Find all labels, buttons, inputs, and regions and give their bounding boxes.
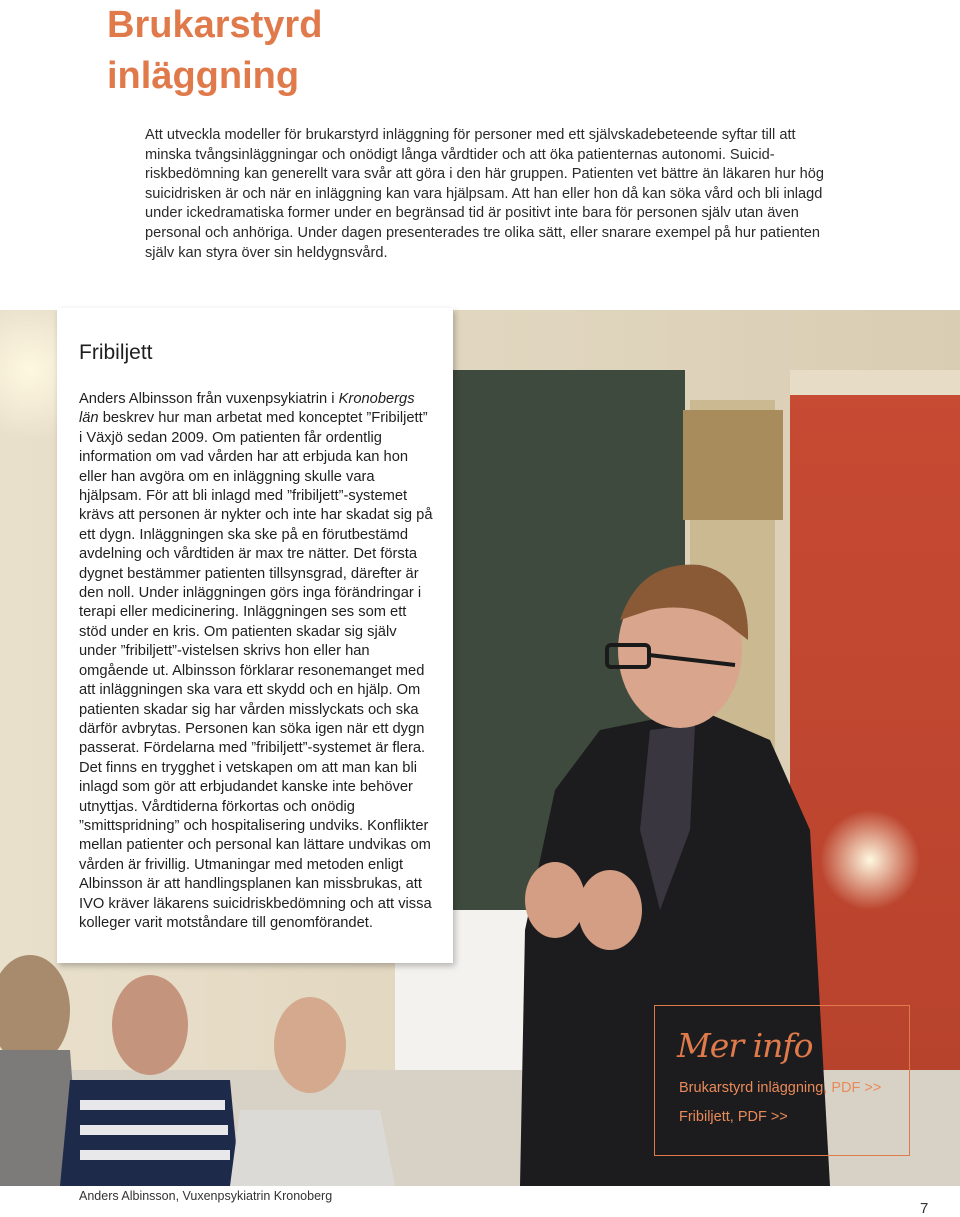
page-title-line-1: Brukarstyrd [107, 4, 323, 46]
link-brukarstyrd-pdf[interactable]: Brukarstyrd inläggning, PDF >> [679, 1080, 882, 1096]
sidebar-body-pre: Anders Albinsson från vuxenpsykiatrin i [79, 391, 339, 407]
page-title-line-2: inläggning [107, 55, 300, 97]
page-title [107, 0, 322, 102]
photo-caption: Anders Albinsson, Vuxenpsykiatrin Kronoberg [79, 1189, 333, 1203]
intro-paragraph: Att utveckla modeller för brukarstyrd inläggning för personer med ett självskadebeteende syftar till att minska tvångsinläggningar och onödigt långa vårdtider och att öka patienternas autonomi. Suicidriskbedömning kan generellt vara svår att göra i den här gruppen. Patienten vet bättre än läkaren hur hög suicidrisken är och när en inläggning kan vara hjälpsam. Att han eller hon då kan söka vård och bli inlagd under ickedramatiska former under en begränsad tid är positivt inte bara för personen själv utan även personal och anhöriga. Under dagen presenterades tre olika sätt, eller snarare exempel på hur patienten själv kan styra över sin heldygnsvård. [145, 127, 825, 261]
sidebar-heading: Fribiljett [79, 341, 153, 364]
sidebar-body [79, 390, 433, 933]
link-fribiljett-pdf[interactable]: Fribiljett, PDF >> [679, 1109, 788, 1125]
page-number: 7 [920, 1200, 929, 1217]
fribiljett-sidebar [57, 308, 453, 963]
sidebar-body-em: Kronobergs län [79, 391, 415, 427]
sidebar-body-post: beskrev hur man arbetat med konceptet ”Fribiljett” i Växjö sedan 2009. Om patienten får ordentlig information om vad vården har att erbjuda kan hon eller han avgöra om en inläggning skulle vara hjälpsam. För att bli inlagd med ”fribiljett”-systemet krävs att personen är nykter och inte har skadat sig på ett dygn. Inläggningen ska ske på en förutbestämd avdelning och vårdtiden är max tre nätter. Det första dygnet bestämmer patienten tillsynsgrad, därefter är den noll. Under inläggningen görs inga förändringar i terapi eller medicinering. Inläggningen ses som ett stöd under en kris. Om patienten skadar sig själv under ”fribiljett”-vistelsen skrivs hon eller han omgående ut. Albinsson förklarar resonemanget med att inläggningen ska vara ett skydd och en hjälp. Om patienten skadar sig har vården misslyckats och ska därför avbrytas. Personen kan söka igen när ett dygn passerat. Fördelarna med ”fribiljett”-systemet är flera. Det finns en trygghet i vetskapen om att man kan bli inlagd som gör att erbjudandet kanske inte behöver utnyttjas. Vårdtiderna förkortas och onödig ”smittspridning” och hospitalisering undviks. Konflikter mellan patienter och personal kan lättare undvikas om vården är frivillig. Utmaningar med metoden enligt Albinsson är att handlingsplanen kan missbrukas, att IVO kräver läkarens suicidriskbedömning och att vissa kolleger varit motståndare till genomförandet. [79, 410, 433, 931]
more-info-heading: Mer info [677, 1026, 813, 1065]
more-info-box [654, 1005, 910, 1156]
